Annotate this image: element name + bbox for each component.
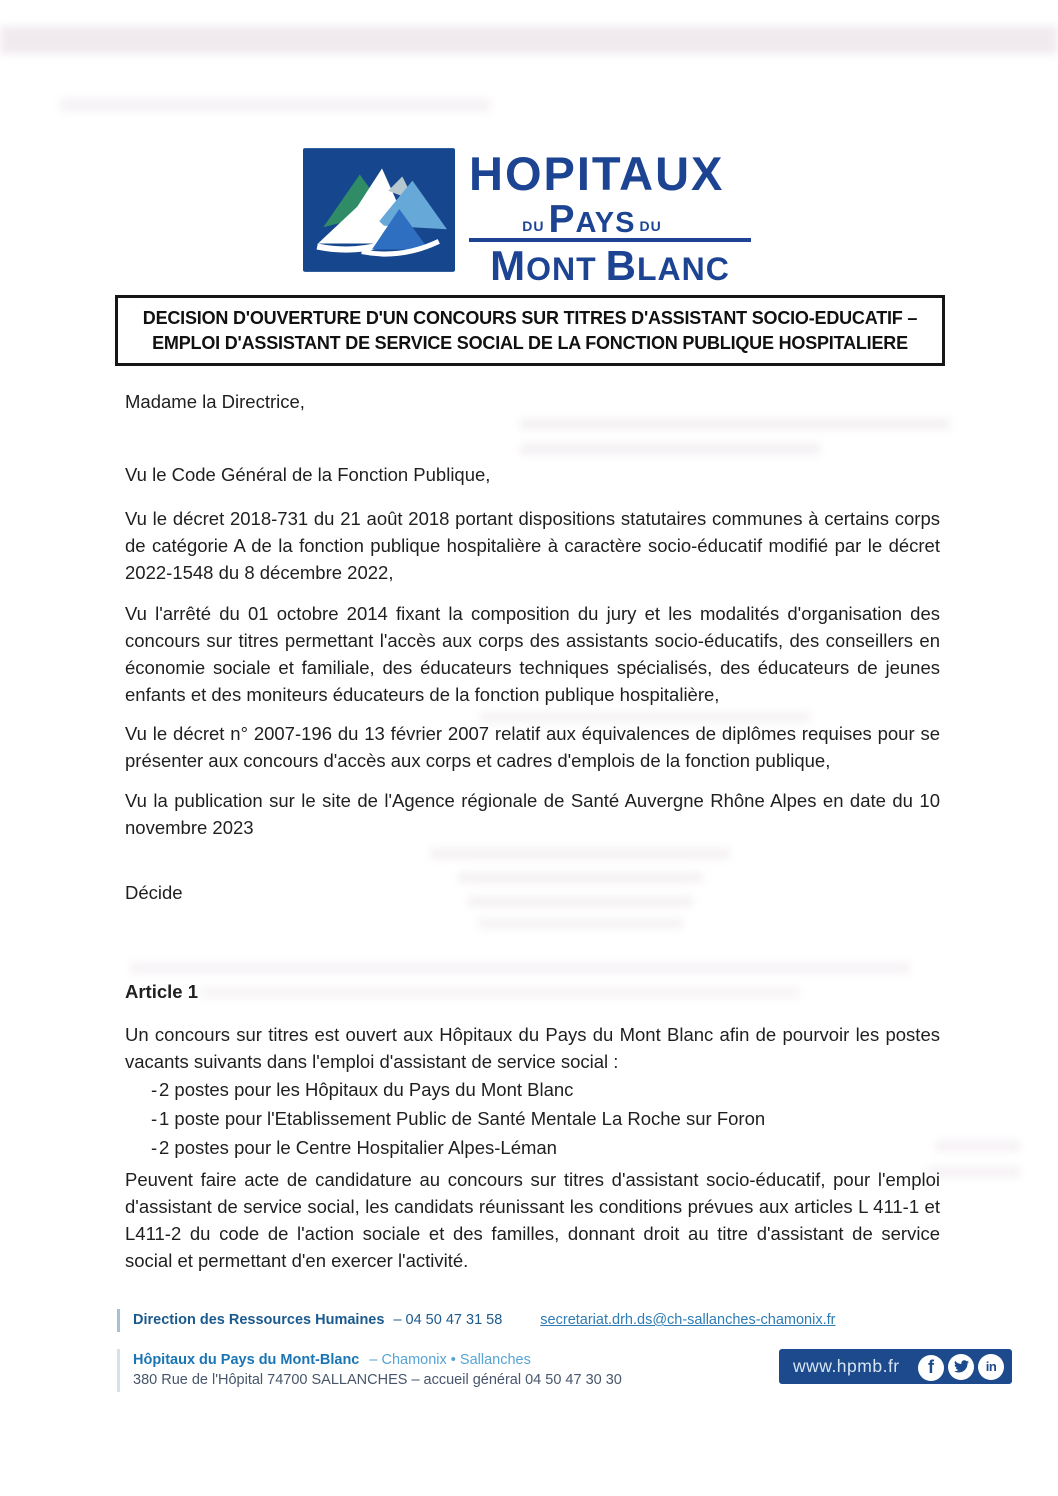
decision-title-line2: EMPLOI D'ASSISTANT DE SERVICE SOCIAL DE LA FONCTION PUBLIQUE HOSPITALIERE (152, 332, 908, 353)
facebook-icon: f (918, 1355, 944, 1381)
dash-bullet: - (151, 1108, 158, 1129)
linkedin-icon: in (978, 1354, 1004, 1380)
footer-org-sites: – Chamonix • Sallanches (369, 1352, 531, 1368)
article-1-closing: Peuvent faire acte de candidature au concours sur titres d'assistant socio-éducatif, pour l'emploi d'assistant de service social, les candidats réunissant les conditions prévues aux articles L 411-1 et L411-2 du code de l'action sociale et des familles, donnant droit au titre d'assistant de service social et permettant d'en exercer l'activité. (125, 1169, 940, 1271)
logo-du-right: DU (639, 218, 662, 234)
footer-email-link[interactable]: secretariat.drh.ds@ch-sallanches-chamonix.fr (540, 1312, 836, 1328)
dash-bullet: - (151, 1137, 158, 1158)
vu-paragraph-4: Vu le décret n° 2007-196 du 13 février 2007 relatif aux équivalences de diplômes requises pour se présenter aux concours d'accès aux corps et cadres d'emplois de la fonction publique, (125, 723, 940, 771)
list-item (125, 1133, 940, 1162)
social-icons (918, 1354, 1004, 1380)
decision-title-box (115, 295, 945, 366)
bleedthrough-artifact (60, 98, 490, 112)
logo-pays: PAYS (548, 198, 636, 241)
footer-address: 380 Rue de l'Hôpital 74700 SALLANCHES – accueil général 04 50 47 30 30 (133, 1372, 622, 1388)
salutation: Madame la Directrice, (125, 391, 305, 412)
logo-mont: MONT (490, 242, 597, 290)
footer-org-name: Hôpitaux du Pays du Mont-Blanc (133, 1352, 360, 1368)
logo-line2 (469, 200, 751, 242)
bleedthrough-artifact (935, 1140, 1020, 1152)
list-item-text: 2 postes pour les Hôpitaux du Pays du Mont Blanc (159, 1079, 574, 1100)
hospital-logo (303, 147, 751, 290)
bleedthrough-artifact (928, 1166, 1020, 1178)
footer-address-block (117, 1349, 622, 1392)
list-item-text: 1 poste pour l'Etablissement Public de Santé Mentale La Roche sur Foron (159, 1108, 766, 1129)
footer-contact-line (117, 1309, 835, 1332)
bleedthrough-artifact (0, 26, 1058, 54)
vu-paragraph-5: Vu la publication sur le site de l'Agence régionale de Santé Auvergne Rhône Alpes en date du 10 novembre 2023 (125, 790, 940, 838)
footer-department: Direction des Ressources Humaines (133, 1312, 385, 1328)
footer-org-line (133, 1350, 622, 1370)
decision-title-line1: DECISION D'OUVERTURE D'UN CONCOURS SUR TITRES D'ASSISTANT SOCIO-EDUCATIF – (142, 308, 918, 328)
logo-line1: HOPITAUX (469, 147, 725, 200)
mountain-logo-icon (303, 148, 455, 272)
twitter-icon (948, 1354, 974, 1380)
list-item-text: 2 postes pour le Centre Hospitalier Alpes-Léman (159, 1137, 557, 1158)
document-body (125, 388, 940, 1274)
vu-paragraph-1: Vu le Code Général de la Fonction Publique, (125, 464, 491, 485)
logo-wordmark (469, 147, 751, 290)
logo-line3 (469, 242, 751, 290)
logo-du-left: DU (522, 218, 545, 234)
article-1-intro: Un concours sur titres est ouvert aux Hôpitaux du Pays du Mont Blanc afin de pourvoir les postes vacants suivants dans l'emploi d'assistant de service social : (125, 1024, 940, 1072)
vu-paragraph-2: Vu le décret 2018-731 du 21 août 2018 portant dispositions statutaires communes à certains corps de catégorie A de la fonction publique hospitalière à caractère socio-éducatif modifié par le décret 2022-1548 du 8 décembre 2022, (125, 508, 940, 583)
list-item (125, 1075, 940, 1104)
dash-bullet: - (151, 1079, 158, 1100)
website-url: www.hpmb.fr (793, 1356, 900, 1376)
list-item (125, 1104, 940, 1133)
decide-label: Décide (125, 882, 183, 903)
article-1-heading: Article 1 (125, 981, 199, 1002)
logo-blanc: BLANC (605, 242, 730, 290)
posts-list (125, 1075, 940, 1162)
vu-paragraph-3: Vu l'arrêté du 01 octobre 2014 fixant la composition du jury et les modalités d'organisation des concours sur titres permettant l'accès aux corps des assistants socio-éducatifs, des conseillers en économie sociale et familiale, des éducateurs techniques spécialisés, des éducateurs de jeunes enfants et des moniteurs éducateurs de la fonction publique hospitalière, (125, 603, 940, 705)
footer-department-phone: – 04 50 47 31 58 (393, 1312, 503, 1328)
website-badge (779, 1349, 1012, 1384)
